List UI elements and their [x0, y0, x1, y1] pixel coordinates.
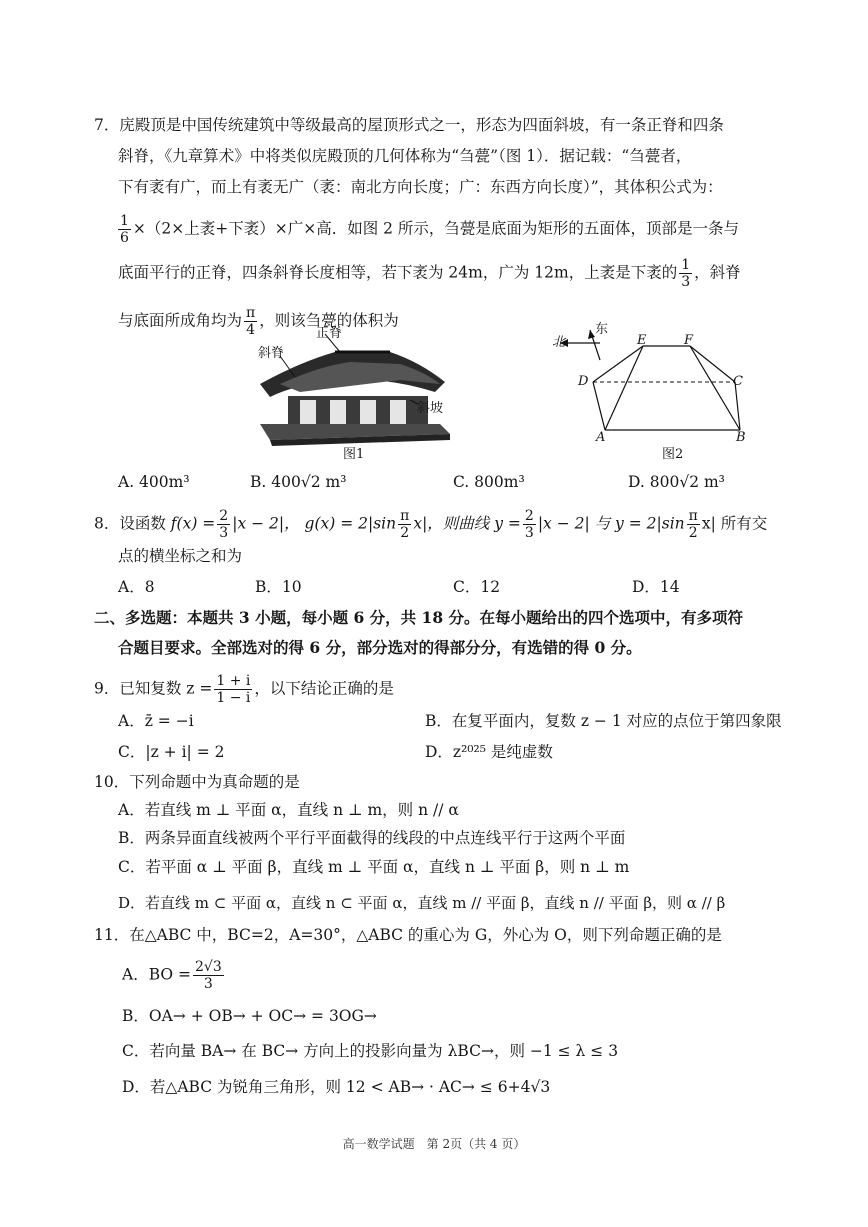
q7-line-6: 与底面所成角均为 $\frac{\pi}{4}$ ，则该刍甍的体积为	[118, 305, 399, 338]
fraction-2root3-over-3: $\frac{2√3}{3}$	[195, 959, 222, 992]
q11-line-1: 11．在△ABC 中，BC=2，A=30°，△ABC 的重心为 G，外心为 O，则下列命题正确的是	[94, 926, 722, 944]
q10-option-b: B．两条异面直线被两个平行平面截得的线段的中点连线平行于这两个平面	[118, 829, 626, 847]
fig2-point-e: E	[637, 333, 647, 348]
q7-line-2: 斜脊，《九章算术》中将类似庑殿顶的几何体称为“刍甍”（图 1）．据记载：“刍甍者，	[118, 147, 692, 165]
q9-option-c: C．|z + i| = 2	[118, 743, 225, 761]
q9-option-b: B．在复平面内，复数 z − 1 对应的点位于第四象限	[425, 712, 782, 730]
fraction-one-third: $\frac{1}{3}$	[681, 257, 691, 290]
q11-option-b: B．OA→ + OB→ + OC→ = 3OG→	[122, 1007, 377, 1025]
fig2-caption: 图2	[662, 447, 684, 462]
q7-option-c: C. 800m³	[453, 473, 525, 491]
fig1-slope-label: 斜坡	[417, 401, 444, 416]
section-2-heading-2: 合题目要求。全部选对的得 6 分，部分选对的得部分分，有选错的得 0 分。	[118, 638, 642, 657]
q9-line-1: 9．已知复数 z = $\frac{1 + i}{1 - i}$ ，以下结论正确的是	[94, 673, 394, 706]
q7-line-3: 下有袤有广，而上有袤无广（袤：南北方向长度；广：东西方向长度）”，其体积公式为：	[118, 178, 723, 196]
fraction-two-thirds: $\frac{2}{3}$	[219, 508, 229, 541]
q10-option-c: C．若平面 α ⊥ 平面 β，直线 m ⊥ 平面 α，直线 n ⊥ 平面 β，则 n ⊥ m	[118, 858, 630, 876]
q7-option-b: B. 400√2 m³	[250, 473, 347, 491]
fig2-point-a: A	[596, 430, 606, 445]
fraction-one-sixth: $\frac{1}{6}$	[120, 213, 129, 246]
q8-option-c: C．12	[453, 578, 501, 596]
q8-line-1: 8．设函数 f(x) = $\frac{2}{3}$ |x − 2|， g(x) = 2|sin $\frac{\pi}{2}$ x|，则曲线 y = $\frac{2}{3}$ |x − 2| 与 y = 2|sin $\frac{\pi}{2}$ x| 所有交	[94, 508, 768, 541]
q11-option-d: D．若△ABC 为锐角三角形，则 12 < AB→ · AC→ ≤ 6+4√3	[122, 1078, 551, 1096]
fraction-pi-over-4: $\frac{\pi}{4}$	[246, 305, 256, 338]
q7-option-a: A. 400m³	[118, 473, 190, 491]
fraction-pi-over-2-b: $\frac{\pi}{2}$	[688, 508, 698, 541]
fraction-two-thirds-b: $\frac{2}{3}$	[524, 508, 534, 541]
fig2-point-f: F	[684, 333, 694, 348]
fig2-north-label: 北	[552, 335, 566, 350]
q10-option-d: D．若直线 m ⊂ 平面 α，直线 n ⊂ 平面 α，直线 m // 平面 β，直线 n // 平面 β，则 α // β	[118, 894, 726, 912]
page-footer: 高一数学试题 第 2页（共 4 页）	[342, 1137, 526, 1151]
fig2-east-label: 东	[595, 322, 609, 337]
q10-option-a: A．若直线 m ⊥ 平面 α，直线 n ⊥ m，则 n // α	[118, 801, 459, 819]
fig1-slant-ridge-label: 斜脊	[258, 346, 285, 361]
q7-line-5: 底面平行的正脊，四条斜脊长度相等，若下袤为 24m，广为 12m，上袤是下袤的 $\frac{1}{3}$ ，斜脊	[118, 257, 741, 290]
section-2-heading: 二、多选题：本题共 3 小题，每小题 6 分，共 18 分。在每小题给出的四个选项中，有多项符	[94, 608, 744, 627]
q9-option-d: D．z²⁰²⁵ 是纯虚数	[425, 743, 553, 761]
fig2-point-b: B	[736, 430, 746, 445]
q9-option-a: A．z̄ = −i	[118, 712, 194, 730]
fig2-point-d: D	[578, 374, 589, 389]
q7-line-4: $\frac{1}{6}$ ×（2×上袤+下袤）×广×高．如图 2 所示，刍甍是底面为矩形的五面体，顶部是一条与	[120, 213, 739, 246]
q7-line-1: 7．庑殿顶是中国传统建筑中等级最高的屋顶形式之一，形态为四面斜坡，有一条正脊和四条	[94, 116, 724, 134]
q8-line-2: 点的横坐标之和为	[118, 547, 243, 565]
q7-option-d: D. 800√2 m³	[628, 473, 725, 491]
fraction-pi-over-2: $\frac{\pi}{2}$	[400, 508, 410, 541]
q8-option-b: B．10	[255, 578, 302, 596]
q11-option-c: C．若向量 BA→ 在 BC→ 方向上的投影向量为 λBC→，则 −1 ≤ λ ≤ 3	[122, 1042, 619, 1060]
fig1-caption: 图1	[343, 447, 365, 462]
q8-option-a: A．8	[118, 578, 155, 596]
fig2-point-c: C	[733, 374, 743, 389]
q10-line-1: 10．下列命题中为真命题的是	[94, 773, 300, 791]
q11-option-a: A．BO = $\frac{2√3}{3}$	[122, 959, 222, 992]
fraction-complex: $\frac{1 + i}{1 - i}$	[216, 673, 251, 706]
fig1-ridge-label: 正脊	[316, 326, 343, 341]
q8-option-d: D．14	[632, 578, 680, 596]
